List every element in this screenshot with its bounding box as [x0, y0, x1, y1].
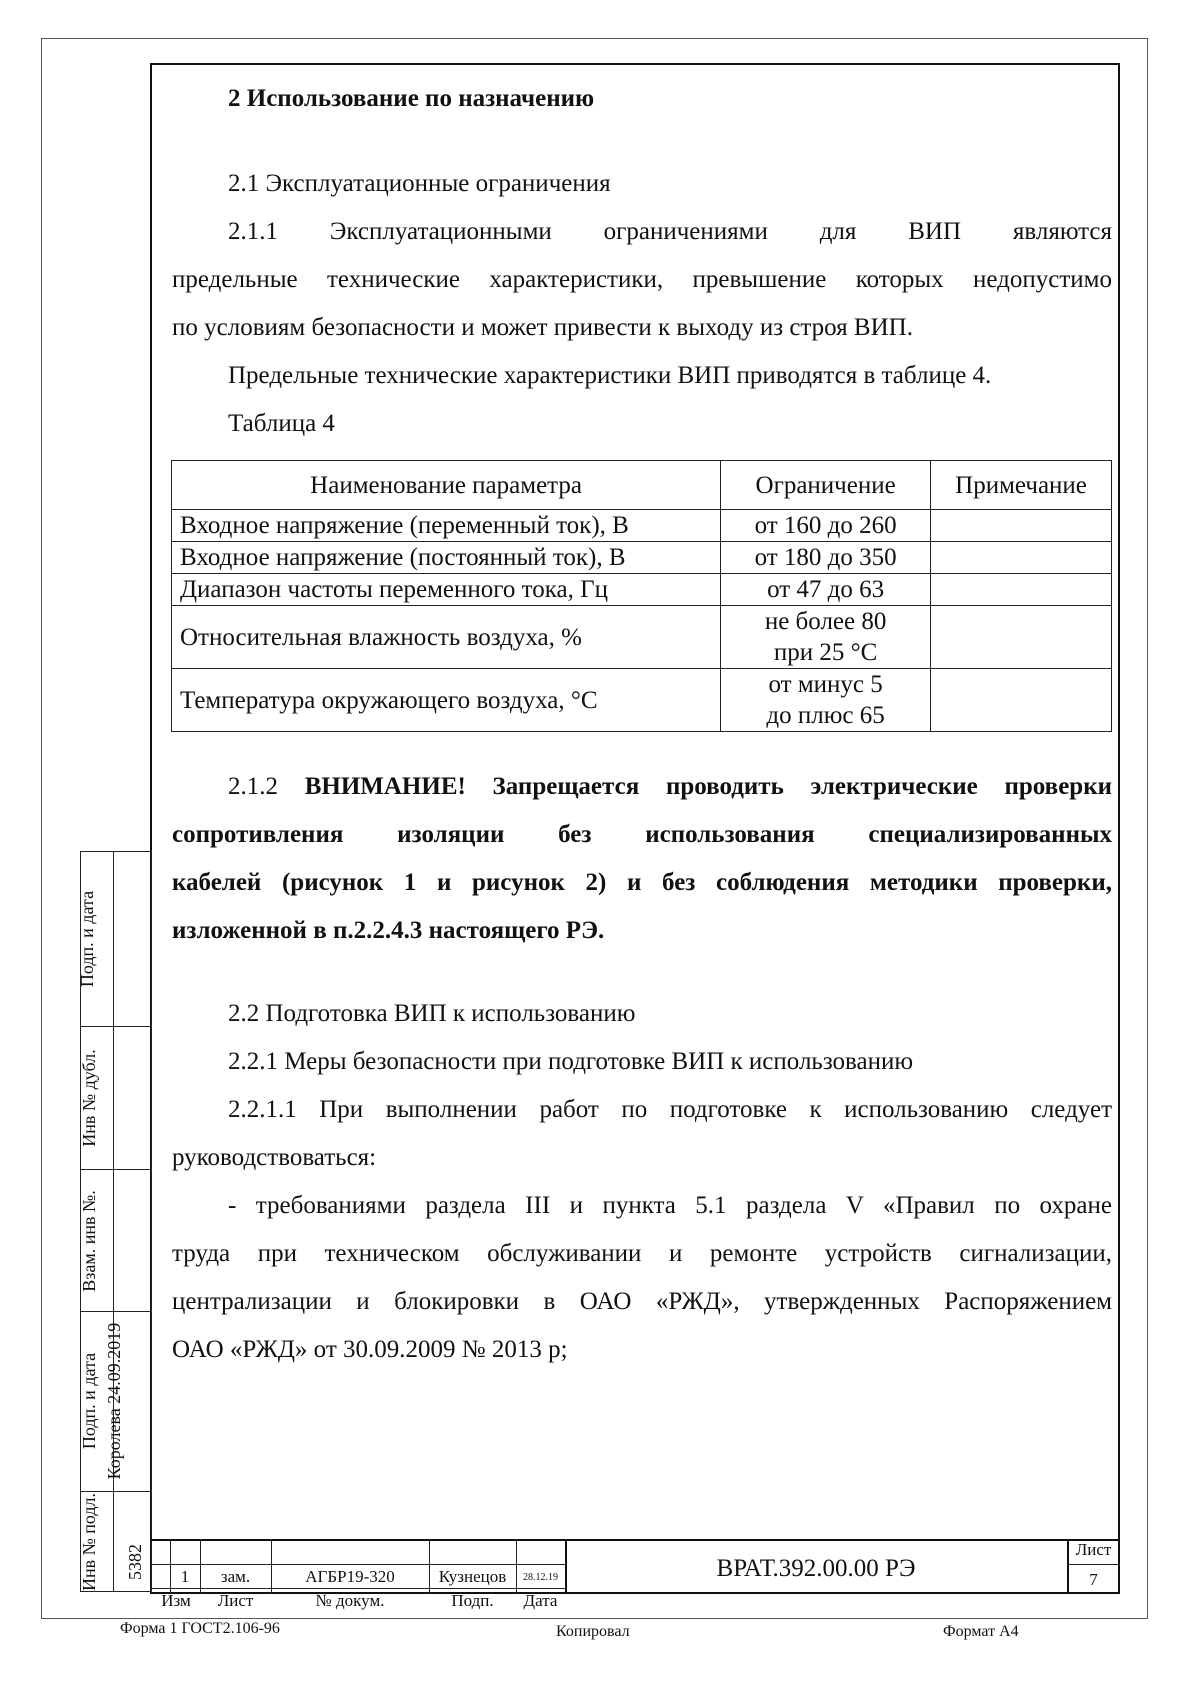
limit-line-1: не более 80	[764, 608, 887, 635]
document-designation: ВРАТ.392.00.00 РЭ	[716, 1555, 916, 1582]
form-label: Форма 1 ГОСТ2.106-96	[120, 1620, 280, 1637]
header-izm: Изм	[161, 1591, 191, 1610]
revision-sheet: зам.	[220, 1567, 251, 1586]
note-cell	[931, 574, 1112, 606]
format-label: Формат А4	[943, 1623, 1019, 1640]
requirement-line-2: труда при техническом обслуживании и ремонте устройств сигнализации,	[172, 1240, 1112, 1267]
limit-cell: от 180 до 350	[721, 542, 931, 574]
table-header-row	[172, 461, 1112, 510]
table-row	[172, 542, 1112, 574]
table-row	[172, 574, 1112, 606]
subsection-title-2-1: 2.1 Эксплуатационные ограничения	[228, 170, 611, 197]
limits-table	[171, 460, 1112, 732]
side-label-inv-podl: Инв № подл.	[79, 1492, 99, 1592]
copied-label: Копировал	[556, 1623, 630, 1640]
warning-line-1	[228, 763, 1112, 810]
paragraph-2-2-1-1-line-1: 2.2.1.1 При выполнении работ по подготовке к использованию следует	[228, 1096, 1112, 1123]
limit-line-1: от минус 5	[768, 671, 883, 698]
revision-date: 28.12.19	[523, 1572, 558, 1583]
limit-cell: от 47 до 63	[721, 574, 931, 606]
warning-line-4: изложенной в п.2.2.4.3 настоящего РЭ.	[172, 917, 605, 944]
table-row	[172, 669, 1112, 732]
header-date: Дата	[523, 1591, 558, 1610]
warning-text: ВНИМАНИЕ! Запрещается проводить электрические проверки	[304, 773, 1112, 800]
note-cell	[931, 510, 1112, 542]
paragraph-2-1-1-line-2: предельные технические характеристики, превышение которых недопустимо	[172, 266, 1112, 293]
side-label-podp-data-1: Подп. и дата	[77, 890, 97, 988]
table-row	[172, 606, 1112, 669]
limit-line-2: до плюс 65	[766, 702, 885, 729]
requirement-line-1: - требованиями раздела III и пункта 5.1 раздела V «Правил по охране	[228, 1192, 1112, 1219]
param-cell: Относительная влажность воздуха, %	[172, 606, 721, 669]
side-label-podp-data-2: Подп. и дата	[79, 1352, 99, 1450]
side-label-inv-dubl: Инв № дубл.	[79, 1049, 99, 1147]
column-header: Наименование параметра	[172, 461, 721, 510]
header-list: Лист	[217, 1591, 254, 1610]
side-inv-podl-number: 5382	[125, 1544, 145, 1580]
param-cell: Температура окружающего воздуха, °С	[172, 669, 721, 732]
revision-signer: Кузнецов	[438, 1567, 507, 1586]
note-cell	[931, 669, 1112, 732]
revision-doc-number: АГБР19-320	[305, 1567, 395, 1586]
column-header: Примечание	[931, 461, 1112, 510]
limit-cell	[721, 606, 931, 669]
note-cell	[931, 606, 1112, 669]
side-label-vzam-inv: Взам. инв №.	[79, 1190, 99, 1292]
warning-line-3: кабелей (рисунок 1 и рисунок 2) и без соблюдения методики проверки,	[172, 869, 1112, 896]
param-cell: Входное напряжение (постоянный ток), В	[172, 542, 721, 574]
requirement-line-4: ОАО «РЖД» от 30.09.2009 № 2013 р;	[172, 1336, 568, 1363]
table-row	[172, 510, 1112, 542]
revision-number: 1	[180, 1567, 190, 1586]
note-cell	[931, 542, 1112, 574]
subsection-title-2-2: 2.2 Подготовка ВИП к использованию	[228, 1000, 636, 1027]
table-caption: Таблица 4	[228, 410, 335, 437]
paragraph-2-2-1-1-line-2: руководствоваться:	[172, 1144, 377, 1171]
limit-cell: от 160 до 260	[721, 510, 931, 542]
warning-number: 2.1.2	[228, 773, 305, 800]
param-cell: Диапазон частоты переменного тока, Гц	[172, 574, 721, 606]
section-title: 2 Использование по назначению	[228, 85, 595, 112]
subsection-title-2-2-1: 2.2.1 Меры безопасности при подготовке ВИП к использованию	[228, 1048, 914, 1075]
sheet-label: Лист	[1075, 1540, 1112, 1559]
column-header: Ограничение	[721, 461, 931, 510]
header-signature: Подп.	[451, 1591, 494, 1610]
paragraph-2-1-1-line-1: 2.1.1 Эксплуатационными ограничениями для ВИП являются	[228, 218, 1112, 245]
side-signature: Королева 24.09.2019	[104, 1322, 124, 1480]
limit-line-2: при 25 °С	[773, 639, 878, 666]
paragraph-2-1-1-line-3: по условиям безопасности и может привести к выходу из строя ВИП.	[172, 314, 913, 341]
limits-intro: Предельные технические характеристики ВИП приводятся в таблице 4.	[228, 362, 992, 389]
sheet-number: 7	[1089, 1570, 1098, 1589]
warning-line-2: сопротивления изоляции без использования специализированных	[172, 821, 1112, 848]
requirement-line-3: централизации и блокировки в ОАО «РЖД», утвержденных Распоряжением	[172, 1288, 1112, 1315]
param-cell: Входное напряжение (переменный ток), В	[172, 510, 721, 542]
limit-cell	[721, 669, 931, 732]
header-doc-number: № докум.	[315, 1591, 385, 1610]
